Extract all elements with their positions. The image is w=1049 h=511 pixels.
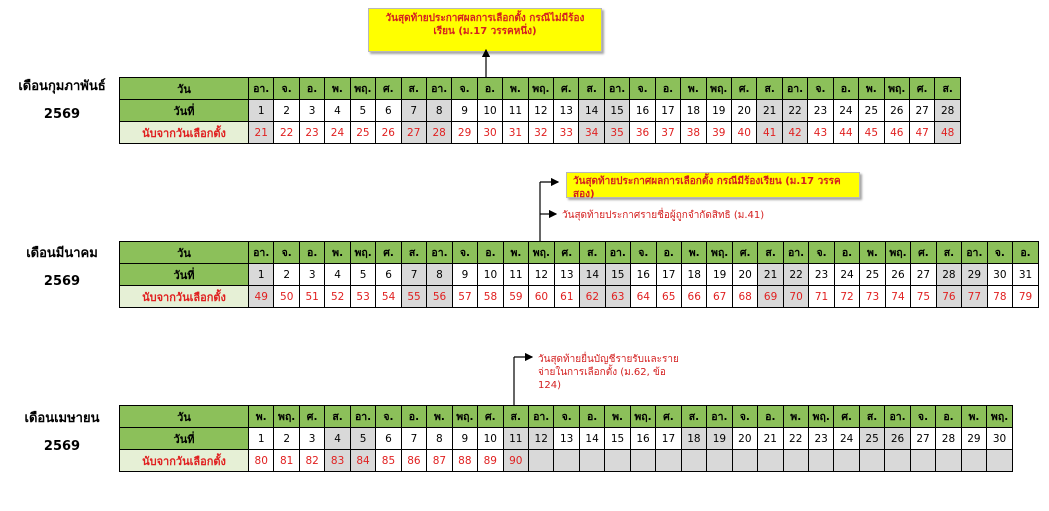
weekday-cell: ศ.	[732, 242, 757, 264]
weekday-cell: ส.	[325, 406, 350, 428]
weekday-cell: อา.	[427, 242, 452, 264]
date-cell: 24	[833, 100, 858, 122]
weekday-cell: พ.	[783, 406, 808, 428]
date-cell: 5	[350, 428, 375, 450]
date-cell: 16	[630, 428, 655, 450]
date-cell: 8	[426, 100, 451, 122]
date-cell: 29	[961, 428, 986, 450]
date-cell: 25	[859, 428, 884, 450]
count-cell: 66	[681, 286, 706, 308]
weekday-cell: ส.	[503, 406, 528, 428]
count-cell: 68	[732, 286, 757, 308]
weekday-cell: อา.	[782, 78, 807, 100]
count-cell: 90	[503, 450, 528, 472]
weekday-cell: จ.	[808, 78, 833, 100]
date-cell: 14	[579, 428, 604, 450]
date-cell: 25	[860, 264, 885, 286]
date-cell: 7	[401, 100, 426, 122]
weekday-cell: พฤ.	[274, 406, 299, 428]
count-cell: 31	[503, 122, 528, 144]
note-text: วันสุดท้ายประกาศผลการเลือกตั้ง กรณีไม่มีร้องเรียน (ม.17 วรรคหนึ่ง)	[385, 13, 585, 37]
date-cell: 26	[884, 100, 909, 122]
date-cell: 1	[249, 264, 274, 286]
weekday-cell: อ.	[299, 242, 324, 264]
date-cell: 14	[579, 100, 604, 122]
count-cell: 70	[783, 286, 808, 308]
weekday-cell: ส.	[580, 242, 605, 264]
weekday-cell: จ.	[274, 78, 299, 100]
weekday-cell: พฤ.	[706, 78, 731, 100]
date-cell: 15	[604, 100, 629, 122]
date-cell: 23	[808, 100, 833, 122]
weekday-cell: พฤ.	[528, 78, 553, 100]
count-cell: 27	[401, 122, 426, 144]
weekday-cell: พ.	[503, 78, 528, 100]
count-cell: 64	[631, 286, 656, 308]
date-cell: 27	[911, 264, 936, 286]
count-cell: 49	[249, 286, 274, 308]
date-cell: 28	[936, 428, 961, 450]
date-cell: 17	[656, 428, 681, 450]
date-cell: 27	[909, 100, 934, 122]
date-cell: 25	[859, 100, 884, 122]
date-cell: 2	[274, 100, 299, 122]
weekday-cell: พ.	[503, 242, 528, 264]
weekday-cell: พ.	[961, 406, 986, 428]
count-cell: 35	[604, 122, 629, 144]
weekday-cell: อา.	[783, 242, 808, 264]
weekday-cell: อ.	[478, 242, 503, 264]
date-cell: 20	[732, 100, 757, 122]
weekday-cell: พ.	[249, 406, 274, 428]
count-cell: 45	[859, 122, 884, 144]
date-cell: 14	[580, 264, 605, 286]
count-cell: 58	[478, 286, 503, 308]
date-cell: 1	[249, 428, 274, 450]
date-cell: 19	[706, 100, 731, 122]
date-cell: 19	[707, 428, 732, 450]
count-cell: 51	[299, 286, 324, 308]
weekday-cell: อ.	[477, 78, 502, 100]
count-cell: 74	[885, 286, 910, 308]
date-cell: 30	[987, 428, 1013, 450]
count-cell: 89	[478, 450, 503, 472]
date-cell: 22	[783, 428, 808, 450]
count-cell: 65	[656, 286, 681, 308]
date-cell: 16	[630, 100, 655, 122]
date-cell: 16	[631, 264, 656, 286]
weekday-cell: จ.	[910, 406, 935, 428]
count-cell: 67	[707, 286, 732, 308]
weekday-cell: พ.	[427, 406, 452, 428]
weekday-cell: พฤ.	[987, 406, 1013, 428]
count-cell: 33	[554, 122, 579, 144]
weekday-cell: อา.	[604, 78, 629, 100]
weekday-cell: ส.	[936, 242, 961, 264]
weekday-cell: พ.	[681, 78, 706, 100]
weekday-cell: พฤ.	[884, 78, 909, 100]
date-cell: 15	[605, 264, 630, 286]
date-cell: 23	[808, 428, 833, 450]
count-cell: 32	[528, 122, 553, 144]
date-cell: 29	[962, 264, 987, 286]
count-cell: 60	[529, 286, 554, 308]
weekday-cell: จ.	[630, 78, 655, 100]
count-cell: 71	[809, 286, 834, 308]
weekday-cell: พฤ.	[350, 242, 375, 264]
count-cell: 52	[325, 286, 350, 308]
date-cell: 13	[554, 264, 579, 286]
month-name: เดือนมีนาคม	[26, 246, 98, 261]
date-cell: 23	[809, 264, 834, 286]
weekday-cell: อ.	[401, 406, 426, 428]
count-cell: 26	[376, 122, 401, 144]
weekday-cell: จ.	[631, 242, 656, 264]
weekday-cell: อา.	[707, 406, 732, 428]
date-cell: 12	[529, 264, 554, 286]
count-cell: 88	[452, 450, 477, 472]
date-cell: 20	[732, 428, 757, 450]
weekday-cell: ศ.	[554, 242, 579, 264]
weekday-cell: จ.	[452, 78, 477, 100]
weekday-cell: จ.	[274, 242, 299, 264]
weekday-cell: ศ.	[911, 242, 936, 264]
count-cell: 36	[630, 122, 655, 144]
date-cell: 9	[452, 100, 477, 122]
count-cell: 85	[376, 450, 401, 472]
month-year: 2569	[43, 439, 81, 454]
weekday-cell: พ.	[325, 78, 350, 100]
weekday-cell: อ.	[655, 78, 680, 100]
weekday-cell: อา.	[350, 406, 375, 428]
date-cell: 26	[885, 264, 910, 286]
count-cell: 77	[962, 286, 987, 308]
count-cell: 42	[782, 122, 807, 144]
weekday-cell: พฤ.	[707, 242, 732, 264]
weekday-cell: พ.	[325, 242, 350, 264]
date-cell: 8	[427, 264, 452, 286]
weekday-cell: อา.	[249, 242, 274, 264]
weekday-cell: อ.	[834, 242, 859, 264]
count-cell: 22	[274, 122, 299, 144]
weekday-cell: อ.	[656, 242, 681, 264]
date-cell: 18	[681, 264, 706, 286]
row-label: นับจากวันเลือกตั้ง	[120, 286, 249, 308]
count-cell: 48	[935, 122, 961, 144]
count-cell: 62	[580, 286, 605, 308]
weekday-cell: จ.	[987, 242, 1012, 264]
weekday-cell: อา.	[605, 242, 630, 264]
count-cell: 80	[249, 450, 274, 472]
date-cell: 22	[783, 264, 808, 286]
weekday-cell: ศ.	[554, 78, 579, 100]
row-label: วัน	[120, 242, 249, 264]
weekday-cell: ส.	[579, 78, 604, 100]
count-cell: 37	[655, 122, 680, 144]
row-label: วันที่	[120, 264, 249, 286]
date-cell: 31	[1013, 264, 1039, 286]
weekday-cell: จ.	[376, 406, 401, 428]
count-cell: 83	[325, 450, 350, 472]
weekday-cell: จ.	[554, 406, 579, 428]
date-cell: 4	[325, 428, 350, 450]
count-cell: 46	[884, 122, 909, 144]
date-cell: 6	[376, 264, 401, 286]
row-label: วัน	[120, 78, 249, 100]
date-cell: 17	[655, 100, 680, 122]
date-cell: 7	[401, 264, 426, 286]
date-cell: 11	[503, 264, 528, 286]
count-cell: 81	[274, 450, 299, 472]
date-cell: 21	[758, 264, 783, 286]
weekday-cell: พ.	[605, 406, 630, 428]
count-cell: 56	[427, 286, 452, 308]
count-cell: 84	[350, 450, 375, 472]
month-name: เดือนกุมภาพันธ์	[18, 79, 106, 94]
weekday-cell: พฤ.	[808, 406, 833, 428]
date-cell: 11	[503, 100, 528, 122]
date-cell: 24	[834, 428, 859, 450]
weekday-cell: พฤ.	[350, 78, 375, 100]
date-cell: 3	[299, 264, 324, 286]
weekday-cell: ส.	[401, 242, 426, 264]
count-cell: 75	[911, 286, 936, 308]
weekday-cell: อ.	[758, 406, 783, 428]
date-cell: 3	[299, 100, 324, 122]
weekday-cell: ส.	[758, 242, 783, 264]
date-cell: 6	[376, 428, 401, 450]
weekday-cell: พฤ.	[529, 242, 554, 264]
weekday-cell: อ.	[1013, 242, 1039, 264]
count-cell: 87	[427, 450, 452, 472]
weekday-cell: ศ.	[909, 78, 934, 100]
weekday-cell: อา.	[426, 78, 451, 100]
date-cell: 28	[935, 100, 961, 122]
count-cell: 30	[477, 122, 502, 144]
count-cell: 57	[452, 286, 477, 308]
weekday-cell: พฤ.	[630, 406, 655, 428]
count-cell: 50	[274, 286, 299, 308]
date-cell: 7	[401, 428, 426, 450]
weekday-cell: ส.	[401, 78, 426, 100]
date-cell: 20	[732, 264, 757, 286]
note-text: วันสุดท้ายประกาศรายชื่อผู้ถูกจำกัดสิทธิ (ม.41)	[562, 210, 765, 221]
count-cell: 61	[554, 286, 579, 308]
weekday-cell: ส.	[681, 406, 706, 428]
date-cell: 10	[478, 428, 503, 450]
date-cell: 6	[376, 100, 401, 122]
weekday-cell: ศ.	[376, 78, 401, 100]
count-cell: 44	[833, 122, 858, 144]
weekday-cell: พ.	[860, 242, 885, 264]
count-cell: 63	[605, 286, 630, 308]
weekday-cell: ศ.	[478, 406, 503, 428]
month-year: 2569	[43, 107, 81, 122]
count-cell: 43	[808, 122, 833, 144]
weekday-cell: ศ.	[376, 242, 401, 264]
date-cell: 12	[528, 100, 553, 122]
date-cell: 19	[707, 264, 732, 286]
count-cell: 23	[299, 122, 324, 144]
date-cell: 24	[834, 264, 859, 286]
date-cell: 11	[503, 428, 528, 450]
weekday-cell: พ.	[859, 78, 884, 100]
row-label: นับจากวันเลือกตั้ง	[120, 450, 249, 472]
date-cell: 27	[910, 428, 935, 450]
count-cell: 73	[860, 286, 885, 308]
weekday-cell: อ.	[833, 78, 858, 100]
weekday-cell: อา.	[528, 406, 553, 428]
date-cell: 2	[274, 428, 299, 450]
date-cell: 26	[885, 428, 910, 450]
date-cell: 28	[936, 264, 961, 286]
date-cell: 30	[987, 264, 1012, 286]
date-cell: 8	[427, 428, 452, 450]
weekday-cell: อา.	[962, 242, 987, 264]
count-cell: 78	[987, 286, 1012, 308]
weekday-cell: ส.	[859, 406, 884, 428]
note-text: วันสุดท้ายยื่นบัญชีรายรับและรายจ่ายในการเลือกตั้ง (ม.62, ข้อ 124)	[538, 354, 679, 391]
date-cell: 22	[782, 100, 807, 122]
date-cell: 15	[605, 428, 630, 450]
count-cell: 54	[376, 286, 401, 308]
count-cell: 69	[758, 286, 783, 308]
date-cell: 21	[758, 428, 783, 450]
date-cell: 12	[528, 428, 553, 450]
count-cell: 21	[249, 122, 274, 144]
count-cell: 47	[909, 122, 934, 144]
weekday-cell: อ.	[299, 78, 324, 100]
weekday-cell: ส.	[935, 78, 961, 100]
date-cell: 9	[452, 428, 477, 450]
note-text: วันสุดท้ายประกาศผลการเลือกตั้ง กรณีมีร้องเรียน (ม.17 วรรคสอง)	[573, 176, 841, 200]
date-cell: 21	[757, 100, 782, 122]
weekday-cell: จ.	[452, 242, 477, 264]
count-cell: 40	[732, 122, 757, 144]
weekday-cell: พ.	[681, 242, 706, 264]
weekday-cell: อ.	[579, 406, 604, 428]
date-cell: 17	[656, 264, 681, 286]
count-cell: 82	[299, 450, 324, 472]
count-cell: 59	[503, 286, 528, 308]
date-cell: 3	[299, 428, 324, 450]
count-cell: 55	[401, 286, 426, 308]
count-cell: 34	[579, 122, 604, 144]
weekday-cell: อา.	[885, 406, 910, 428]
weekday-cell: ศ.	[656, 406, 681, 428]
date-cell: 10	[478, 264, 503, 286]
date-cell: 2	[274, 264, 299, 286]
date-cell: 9	[452, 264, 477, 286]
row-label: นับจากวันเลือกตั้ง	[120, 122, 249, 144]
count-cell: 79	[1013, 286, 1039, 308]
date-cell: 1	[249, 100, 274, 122]
date-cell: 10	[477, 100, 502, 122]
date-cell: 13	[554, 100, 579, 122]
date-cell: 5	[350, 100, 375, 122]
weekday-cell: อ.	[936, 406, 961, 428]
date-cell: 4	[325, 264, 350, 286]
date-cell: 5	[350, 264, 375, 286]
count-cell: 39	[706, 122, 731, 144]
count-cell: 25	[350, 122, 375, 144]
row-label: วันที่	[120, 428, 249, 450]
weekday-cell: ศ.	[299, 406, 324, 428]
date-cell: 4	[325, 100, 350, 122]
count-cell: 41	[757, 122, 782, 144]
row-label: วัน	[120, 406, 249, 428]
weekday-cell: ส.	[757, 78, 782, 100]
count-cell: 29	[452, 122, 477, 144]
weekday-cell: ศ.	[834, 406, 859, 428]
count-cell: 86	[401, 450, 426, 472]
weekday-cell: อา.	[249, 78, 274, 100]
weekday-cell: จ.	[809, 242, 834, 264]
weekday-cell: ศ.	[732, 78, 757, 100]
date-cell: 18	[681, 100, 706, 122]
row-label: วันที่	[120, 100, 249, 122]
count-cell: 72	[834, 286, 859, 308]
count-cell: 38	[681, 122, 706, 144]
count-cell: 28	[426, 122, 451, 144]
month-name: เดือนเมษายน	[24, 411, 100, 426]
count-cell: 76	[936, 286, 961, 308]
count-cell: 53	[350, 286, 375, 308]
count-cell: 24	[325, 122, 350, 144]
weekday-cell: พฤ.	[452, 406, 477, 428]
date-cell: 13	[554, 428, 579, 450]
weekday-cell: พฤ.	[885, 242, 910, 264]
date-cell: 18	[681, 428, 706, 450]
weekday-cell: จ.	[732, 406, 757, 428]
month-year: 2569	[43, 274, 81, 289]
